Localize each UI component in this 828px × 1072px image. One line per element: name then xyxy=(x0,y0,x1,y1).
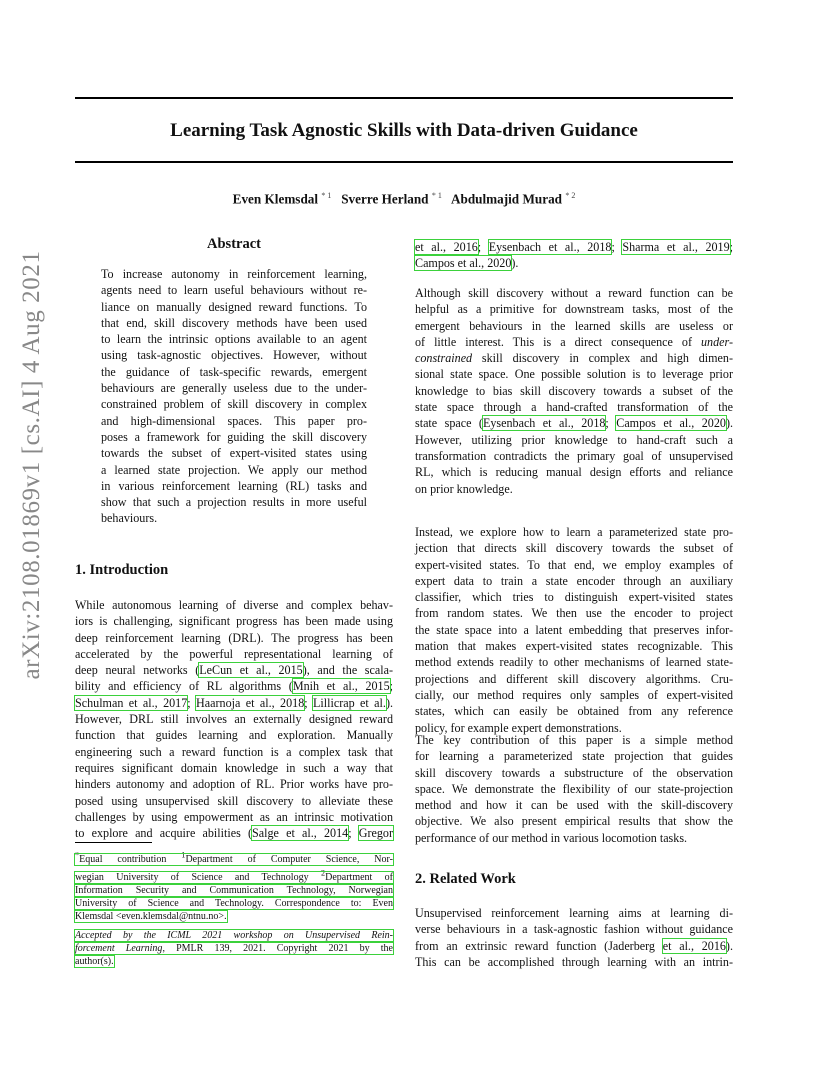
text-line: The key contribution of this paper is a simple method xyxy=(415,733,733,747)
section-heading-introduction: 1. Introduction xyxy=(75,562,169,578)
text-line: To increase autonomy in reinforcement learning, xyxy=(101,267,367,281)
text-line: bility and efficiency of RL algorithms (Mnih et al., 2015; xyxy=(75,679,394,694)
text-line: accelerated by the powerful representational learning of xyxy=(75,646,393,661)
workshop-link[interactable]: Accepted by the ICML 2021 workshop on Unsupervised Rein- xyxy=(75,930,393,941)
text-line: Although skill discovery without a reward function can be xyxy=(415,286,733,300)
paper-title: Learning Task Agnostic Skills with Data-driven Guidance xyxy=(170,120,638,141)
text-line: to learn the intrinsic options available to an agent xyxy=(101,332,367,347)
footnote-line xyxy=(75,897,393,910)
text-line: objective. We also present empirical results that show the xyxy=(415,814,733,829)
text-line: poses a framework for guiding the skill discovery xyxy=(101,429,367,444)
text-line: cially, our method requires only samples of expert-visited xyxy=(415,687,733,702)
text-line: challenges by using empowerment as an intrinsic motivation xyxy=(75,809,393,824)
text-line: engineering such a reward function is a complex task that xyxy=(75,744,393,759)
citation-link[interactable]: Eysenbach et al., 2018 xyxy=(482,416,606,431)
footnote-line xyxy=(75,929,393,942)
text-line: that end, skill discovery methods have been used xyxy=(101,315,367,330)
text-line: transformation contradicts the primary goal of unsupervised xyxy=(415,448,733,463)
citation-link[interactable]: et al., 2016 xyxy=(415,240,478,254)
text-line: from an extrinsic reward function (Jaderberg et al., 2016). xyxy=(415,938,733,953)
text-line: method extends readily to other mechanisms of learned state- xyxy=(415,655,733,670)
accepted-footnote xyxy=(75,929,393,969)
text-line: Unsupervised reinforcement learning aims at learning di- xyxy=(415,906,733,920)
footnote-line xyxy=(75,849,393,867)
citation-link[interactable]: Campos et al., 2020 xyxy=(415,256,512,271)
text-line: expert-visited states. To that end, we employ examples of xyxy=(415,557,733,572)
text-line: jection that directs skill discovery towards the subset of xyxy=(415,541,733,556)
footnote-line xyxy=(75,942,393,955)
text-line: to explore and acquire abilities (Salge et al., 2014; Gregor xyxy=(75,826,393,841)
related-work-body xyxy=(415,905,733,970)
text-line: on prior knowledge. xyxy=(415,481,513,496)
text-line: knowledge to bias skill discovery towards a subset of the xyxy=(415,383,733,398)
text-line: policy, for example expert demonstrations. xyxy=(415,720,622,735)
arxiv-stamp xyxy=(14,170,50,760)
text-line: in various reinforcement learning (RL) tasks and xyxy=(101,478,367,493)
affiliation-footnote xyxy=(75,849,393,924)
text-line: RL, which is reducing manual design efforts and reliance xyxy=(415,465,733,480)
footnote-line xyxy=(75,884,393,897)
text-line: hinders autonomy and adoption of RL. Prior works have pro- xyxy=(75,777,393,792)
citation-link[interactable]: Haarnoja et al., 2018 xyxy=(196,695,305,710)
paragraph-method-overview xyxy=(415,524,733,736)
text-line: expert data to train a state encoder through an auxiliary xyxy=(415,573,733,588)
affiliation-link[interactable]: University of Science and Technology. Correspondence to: Even xyxy=(75,898,393,910)
affiliation-link[interactable]: Information Security and Communication Technology, Norwegian xyxy=(75,885,393,897)
text-line: towards the subset of expert-visited states using xyxy=(101,446,367,461)
author-name: Abdulmajid Murad xyxy=(450,191,563,207)
citation-link[interactable]: LeCun et al., 2015 xyxy=(199,663,303,678)
affiliation-link[interactable]: wegian University of Science and Technology $^2$Department of xyxy=(75,868,393,883)
workshop-link-end[interactable]: author(s). xyxy=(75,956,114,968)
text-line: Schulman et al., 2017; Haarnoja et al., 2018; Lillicrap et al.). xyxy=(75,695,393,710)
citation-link[interactable]: Salge et al., 2014 xyxy=(252,826,349,841)
citation-link[interactable]: Lillicrap et al. xyxy=(313,695,386,710)
text-line: projections and different skill discovery algorithms. Cru- xyxy=(415,671,733,686)
introduction-body xyxy=(75,597,393,841)
citation-link[interactable]: Mnih et al., 2015 xyxy=(292,679,390,694)
text-line: space. We demonstrate the flexibility of our state-projection xyxy=(415,781,733,796)
text-line: et al., 2016; Eysenbach et al., 2018; Sharma et al., 2019; xyxy=(415,240,734,254)
author-marks: * 1 xyxy=(431,191,442,200)
text-line: method and how it can be used with the skill-discovery xyxy=(415,798,733,813)
text-line: the state space into a latent embedding that preserves infor- xyxy=(415,622,733,637)
right-column-continuation xyxy=(415,239,733,272)
text-line: However, utilizing prior knowledge to hand-craft such a xyxy=(415,432,733,447)
text-line: requires significant domain knowledge in such a way that xyxy=(75,760,393,775)
text-line: posed using unsupervised skill discovery to alleviate these xyxy=(75,793,393,808)
abstract-heading: Abstract xyxy=(207,236,261,252)
citation-link[interactable]: Sharma et al., 2019 xyxy=(622,240,730,254)
text-line: Campos et al., 2020). xyxy=(415,256,519,271)
text-line: behaviours. xyxy=(101,511,158,526)
text-line: However, DRL still involves an externally designed reward xyxy=(75,712,393,727)
text-line: verse behaviours in a task-agnostic fashion without guidance xyxy=(415,922,733,937)
author-marks: * 2 xyxy=(565,191,576,200)
text-line: behaviours are generally useless due to the under- xyxy=(101,381,367,396)
text-line: agents need to learn useful behaviours without re- xyxy=(101,283,367,298)
text-line: iors is challenging, significant progress has been made using xyxy=(75,614,393,629)
author-list xyxy=(75,191,733,207)
text-line: show that such a projection results in more useful xyxy=(101,495,367,510)
citation-link[interactable]: Campos et al., 2020 xyxy=(616,416,726,431)
paragraph-contribution xyxy=(415,732,733,846)
arxiv-identifier: arXiv:2108.01869v1 [cs.AI] 4 Aug 2021 xyxy=(18,250,45,680)
text-line: classifier, which tries to distinguish expert-visited states xyxy=(415,590,733,605)
text-line: deep neural networks (LeCun et al., 2015), and the scala- xyxy=(75,663,393,678)
text-line: mation that makes expert-visited states recognizable. This xyxy=(415,639,733,654)
author-name: Sverre Herland xyxy=(341,191,429,207)
text-line: liance on manually designed reward functions. To xyxy=(101,299,367,314)
text-line: of little interest. This is a direct consequence of under- xyxy=(415,334,733,349)
text-line: skill discovery towards a substructure of the observation xyxy=(415,765,733,780)
paragraph-skill-discovery-problem xyxy=(415,285,733,497)
text-line: While autonomous learning of diverse and complex behav- xyxy=(75,598,393,612)
text-line: constrained problem of skill discovery in complex xyxy=(101,397,367,412)
text-line: deep reinforcement learning (DRL). The progress has been xyxy=(75,630,393,645)
footnote-rule xyxy=(75,842,152,843)
text-line: a learned state projection. We apply our method xyxy=(101,462,367,477)
text-line: from random states. We then use the encoder to project xyxy=(415,606,733,621)
affiliation-link[interactable]: Klemsdal <even.klemsdal@ntnu.no>. xyxy=(75,911,227,923)
top-rule xyxy=(75,97,733,99)
footnote-line xyxy=(75,867,393,885)
text-line: Instead, we explore how to learn a parameterized state pro- xyxy=(415,525,733,539)
footnote-line xyxy=(75,955,393,968)
affiliation-link[interactable]: *Equal contribution $^1$Department of Computer Science, Nor- xyxy=(75,851,393,866)
workshop-link-cont[interactable]: forcement Learning, PMLR 139, 2021. Copyright 2021 by the xyxy=(75,943,393,955)
section-heading-related-work: 2. Related Work xyxy=(415,871,516,887)
text-line: This can be accomplished through learning with an intrin- xyxy=(415,954,733,969)
text-line: the guidance of task-specific rewards, emergent xyxy=(101,364,367,379)
title-bottom-rule xyxy=(75,161,733,163)
text-line: performance of our method in various locomotion tasks. xyxy=(415,830,688,845)
author-name: Even Klemsdal xyxy=(232,191,319,207)
abstract-body xyxy=(101,266,367,527)
text-line: state space (Eysenbach et al., 2018; Campos et al., 2020). xyxy=(415,416,734,431)
author-marks: * 1 xyxy=(321,191,332,200)
text-line: helpful as a primitive for downstream tasks, most of the xyxy=(415,302,733,317)
text-line: constrained skill discovery in complex and high dimen- xyxy=(415,351,733,366)
text-line: states, which can easily be obtained from any reference xyxy=(415,704,733,719)
text-line: sional state space. One possible solution is to leverage prior xyxy=(415,367,733,382)
footnote-line xyxy=(75,910,393,923)
citation-link[interactable]: Gregor xyxy=(358,826,393,841)
text-line: emergent behaviours in the learned skills are useless or xyxy=(415,318,733,333)
citation-link[interactable]: Schulman et al., 2017 xyxy=(75,695,188,710)
text-line: for learning a parameterized state projection that guides xyxy=(415,749,733,764)
text-line: using task-agnostic objectives. However, without xyxy=(101,348,367,363)
text-line: state space through a hand-crafted transformation of the xyxy=(415,400,733,415)
citation-link[interactable]: Eysenbach et al., 2018 xyxy=(488,240,612,254)
citation-link[interactable]: et al., 2016 xyxy=(662,938,726,953)
text-line: function that guides learning and exploration. Manually xyxy=(75,728,393,743)
text-line: and high-dimensional spaces. This paper pro- xyxy=(101,413,367,428)
